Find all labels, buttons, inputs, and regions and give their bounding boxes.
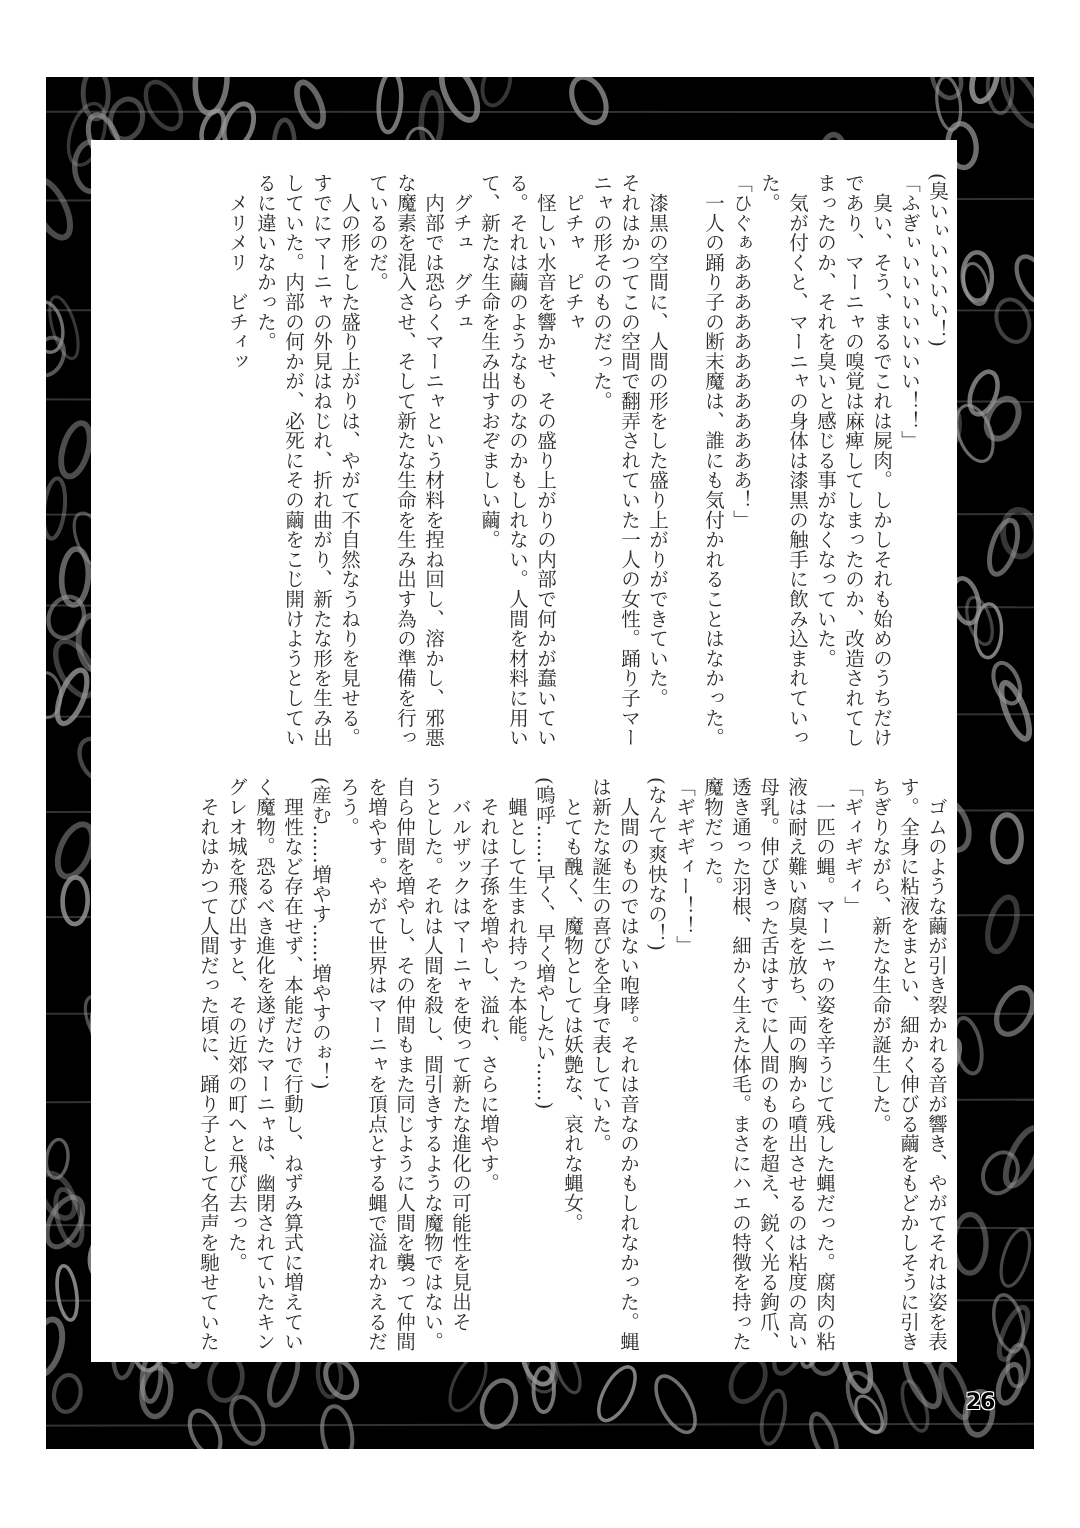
chain-link — [193, 77, 229, 114]
chain-link — [989, 982, 1034, 1041]
text-column: 理性など存在せず、本能だけで行動し、ねずみ算式に増えてい — [281, 777, 304, 1352]
text-column: 母乳。伸びきった舌はすでに人間のものを超え、鋭く光る鉤爪、 — [757, 777, 780, 1352]
chain-link — [964, 368, 1003, 418]
text-column: を増やす。やがて世界はマーニャを頂点とする蝿で溢れかえるだ — [365, 777, 388, 1352]
text-column: それはかつてこの空間で翻弄されていた一人の女性。踊り子マー — [618, 173, 641, 748]
chain-link — [996, 680, 1034, 742]
chain-link — [954, 1214, 987, 1273]
chain-link — [962, 252, 992, 301]
text-column: る。それは繭のようなものなのかもしれない。人間を材料に用い — [506, 173, 529, 748]
text-column: それはかつて人間だった頃に、踊り子として名声を馳せていた — [197, 777, 220, 1352]
chain-link — [982, 894, 1022, 955]
chain-link — [106, 95, 147, 142]
text-column: であり、マーニャの嗅覚は麻痺してしまったのか、改造されてし — [842, 173, 865, 748]
text-lower-tier — [194, 777, 950, 1362]
chain-link — [51, 1373, 83, 1414]
text-column: は新たな誕生の喜びを全身で表していた。 — [589, 777, 612, 1154]
text-column: 臭い、そう、まるでこれは屍肉。しかしそれも始めのうちだけ — [870, 173, 893, 748]
text-column: うとした。それは人間を殺し、間引きするような魔物ではない。 — [421, 777, 444, 1352]
chain-link — [56, 420, 95, 480]
text-column: 一人の踊り子の断末魔は、誰にも気付かれることはなかった。 — [702, 173, 725, 748]
chain-link — [319, 1404, 356, 1449]
text-column: グチュ グチュ — [450, 173, 473, 332]
text-column: (産む……増やす……増やすのぉ！) — [309, 777, 332, 1090]
text-column: ピチャ ピチャ — [562, 173, 585, 332]
chain-link — [184, 1406, 227, 1449]
text-column: て、新たな生命を生み出すおぞましい繭。 — [478, 173, 501, 550]
chain-link — [46, 1316, 68, 1379]
chain-link — [897, 1378, 933, 1434]
text-column: ちぎりながら、新たな生命が誕生した。 — [869, 777, 892, 1134]
text-column: ゴムのような繭が引き裂かれる音が響き、やがてそれは姿を表 — [925, 777, 948, 1352]
text-column: す。全身に粘液をまとい、細かく伸びる繭をもどかしそうに引き — [897, 777, 920, 1352]
text-column: 漆黒の空間に、人間の形をした盛り上がりができていた。 — [646, 173, 669, 708]
chain-link — [648, 1370, 703, 1438]
text-column: していた。内部の何かが、必死にその繭をこじ開けようとしてい — [282, 173, 305, 748]
text-column: 内部では恐らくマーニャという材料を捏ね回し、溶かし、邪悪 — [422, 173, 445, 748]
text-column: 人の形をした盛り上がりは、やがて不自然なうねりを見せる。 — [338, 173, 361, 748]
chain-link — [977, 1147, 1024, 1199]
text-column: 「ギィギギィ」 — [841, 777, 864, 916]
text-column: 「ギギギィー！！」 — [673, 777, 696, 956]
page-number: 26 — [965, 1390, 995, 1415]
text-column: 人間のものではない咆哮。それは音なのかもしれなかった。蝿 — [617, 777, 640, 1352]
text-column — [671, 173, 699, 758]
text-column: グレオ城を飛び出すと、その近郊の町へと飛び去った。 — [225, 777, 248, 1272]
text-column: すでにマーニャの外見はねじれ、折れ曲がり、新たな形を生み出 — [310, 173, 333, 748]
text-column: (臭いぃいいいい！) — [926, 173, 949, 348]
text-column: た。 — [758, 173, 781, 213]
text-column: 蝿として生まれ持った本能。 — [505, 777, 528, 1055]
chain-link — [996, 77, 1034, 132]
text-column: ニャの形そのものだった。 — [590, 173, 613, 411]
text-column: とても醜く、魔物としては妖艶な、哀れな蝿女。 — [561, 777, 584, 1233]
text-column: 液は耐え難い腐臭を放ち、両の胸から噴出させるのは粘度の高い — [785, 777, 808, 1352]
chain-link — [51, 666, 93, 727]
text-column: (なんて爽快なの！) — [645, 777, 668, 952]
text-upper-tier — [195, 173, 951, 758]
chain-link — [292, 79, 329, 130]
text-column: な魔素を混入させ、そして新たな生命を生み出す為の準備を行っ — [394, 173, 417, 748]
text-column: 「ふぎぃいいいいいいい！！」 — [898, 173, 921, 451]
text-column: (嗚呼……早く、早く増やしたい……) — [533, 777, 556, 1110]
text-column: 「ひぐぁああああああああああああ！」 — [730, 173, 753, 530]
chain-link — [967, 77, 1001, 104]
text-column: 自ら仲間を増やし、その仲間もまた同じように人間を襲って仲間 — [393, 777, 416, 1352]
text-column: く魔物。恐るべき進化を遂げたマーニャは、幽閉されていたキン — [253, 777, 276, 1352]
text-column: メリメリ ビチィッ — [226, 173, 249, 371]
chain-link — [840, 1367, 894, 1438]
text-column: ろう。 — [337, 777, 360, 837]
text-column: 透き通った羽根、細かく生えた体毛。まさにハエの特徴を持った — [729, 777, 752, 1352]
text-column: まったのか、それを臭いと感じる事がなくなっていた。 — [814, 173, 837, 668]
text-column: 気が付くと、マーニャの身体は漆黒の触手に飲み込まれていっ — [786, 173, 809, 748]
chain-link — [991, 295, 1034, 346]
chain-link — [993, 815, 1022, 862]
chain-link — [565, 77, 613, 128]
text-column: 魔物だった。 — [701, 777, 724, 896]
chain-link — [139, 77, 189, 135]
chain-link — [995, 1226, 1034, 1289]
chain-link — [46, 477, 68, 539]
chain-link — [478, 77, 515, 109]
text-column: 一匹の蝿。マーニャの姿を辛うじて残した蝿だった。腐肉の粘 — [813, 777, 836, 1352]
text-column: るに違いなかった。 — [254, 173, 277, 352]
chain-link — [806, 1411, 842, 1449]
chain-link — [54, 1265, 80, 1322]
chain-link — [377, 77, 404, 133]
chain-link — [46, 174, 78, 243]
text-column: バルザックはマーニャを使って新たな進化の可能性を見出そ — [449, 777, 472, 1332]
chain-link — [984, 517, 1023, 578]
chain-link — [591, 1361, 642, 1426]
text-column: ているのだ。 — [366, 173, 389, 292]
text-column: 怪しい水音を響かせ、その盛り上がりの内部で何かが蠢いてい — [534, 173, 557, 748]
chain-link — [758, 1389, 790, 1446]
text-column: それは子孫を増やし、溢れ、さらに増やす。 — [477, 777, 500, 1193]
